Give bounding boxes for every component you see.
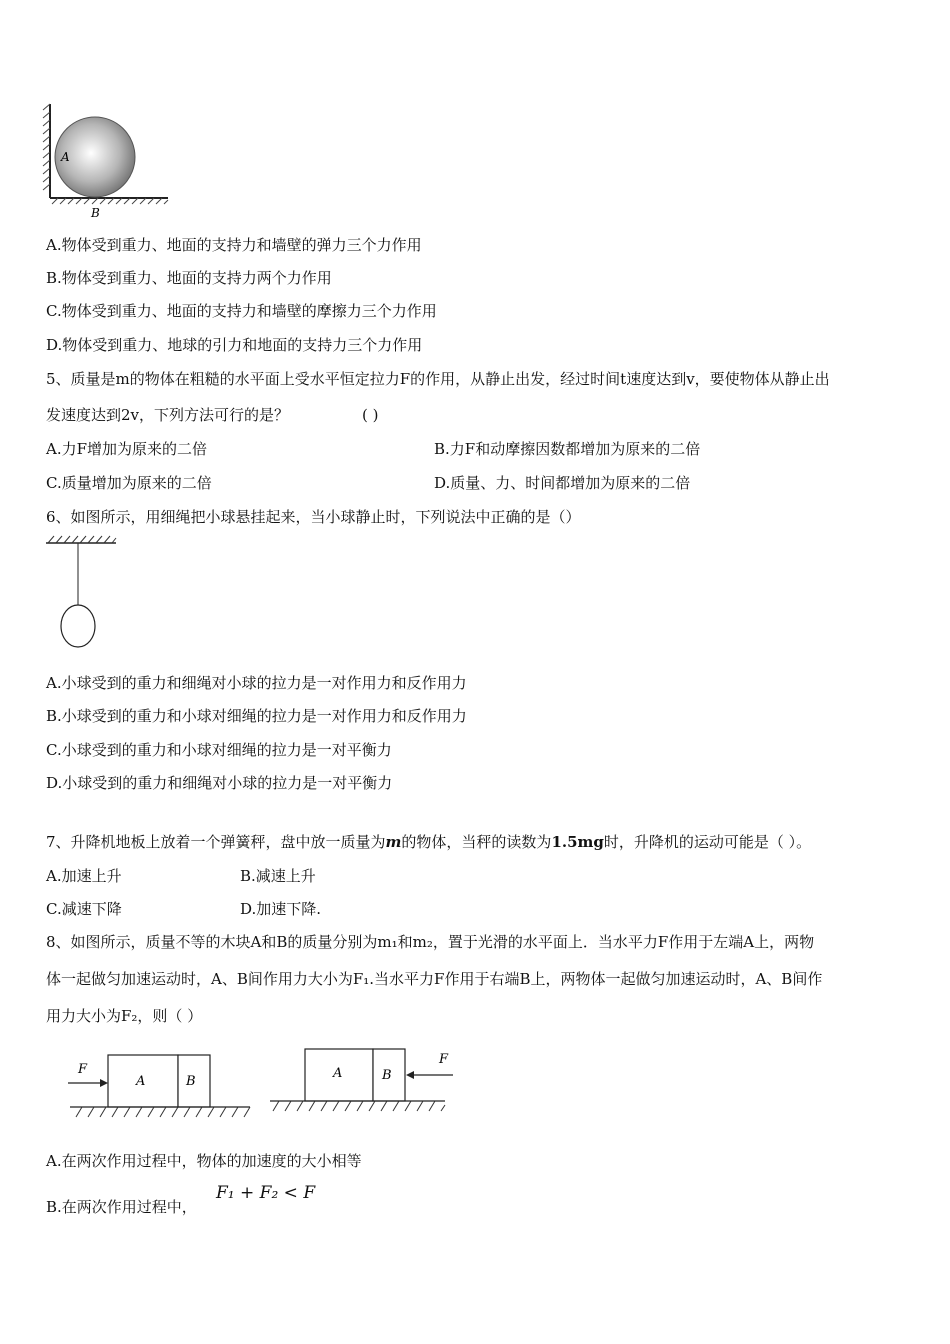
q5-answer-blank: ( ) xyxy=(362,406,379,424)
q5-stem-line2: 发速度达到2v，下列方法可行的是？ xyxy=(46,406,290,424)
q5-option-d: D.质量、力、时间都增加为原来的二倍 xyxy=(434,474,691,492)
q5-option-a: A.力F增加为原来的二倍 xyxy=(46,440,208,458)
q8-option-a: A.在两次作用过程中，物体的加速度的大小相等 xyxy=(46,1152,362,1170)
label-f: F xyxy=(439,1052,449,1067)
q8-option-b-formula: F₁ + F₂ < F xyxy=(216,1183,316,1203)
q7-stem-part3: 时，升降机的运动可能是（ ）。 xyxy=(603,833,812,851)
q7-stem xyxy=(46,832,811,852)
label-a: A xyxy=(136,1074,146,1089)
q7-option-b: B.减速上升 xyxy=(240,867,316,885)
q7-option-d: D.加速下降. xyxy=(240,900,322,918)
q8-option-b: B.在两次作用过程中， xyxy=(46,1198,197,1216)
q7-mass-symbol: m xyxy=(385,833,402,851)
q4-option-d: D.物体受到重力、地球的引力和地面的支持力三个力作用 xyxy=(46,336,423,354)
label-a: A xyxy=(61,150,70,164)
q8-stem-line1: 8、如图所示，质量不等的木块A和B的质量分别为m₁和m₂，置于光滑的水平面上．当水平力F作用于左端A上，两物 xyxy=(46,933,815,951)
q6-option-a: A.小球受到的重力和细绳对小球的拉力是一对作用力和反作用力 xyxy=(46,674,467,692)
q7-option-a: A.加速上升 xyxy=(46,867,122,885)
q8-stem-line3: 用力大小为F₂，则（ ） xyxy=(46,1007,203,1025)
q5-option-b: B.力F和动摩擦因数都增加为原来的二倍 xyxy=(434,440,701,458)
q8-stem-line2: 体一起做匀加速运动时，A、B间作用力大小为F₁.当水平力F作用于右端B上，两物体一起做匀加速运动时，A、B间作 xyxy=(46,970,823,988)
label-b: B xyxy=(382,1068,392,1083)
hanging-ball-figure xyxy=(44,535,124,655)
blocks-figure-right xyxy=(265,1043,460,1123)
q6-option-b: B.小球受到的重力和小球对细绳的拉力是一对作用力和反作用力 xyxy=(46,707,467,725)
q4-option-b: B.物体受到重力、地面的支持力两个力作用 xyxy=(46,269,332,287)
label-b: B xyxy=(186,1074,196,1089)
label-a: A xyxy=(333,1066,343,1081)
label-f: F xyxy=(78,1062,88,1077)
q7-stem-part1: 7、升降机地板上放着一个弹簧秤，盘中放一质量为 xyxy=(46,833,386,851)
q6-option-d: D.小球受到的重力和细绳对小球的拉力是一对平衡力 xyxy=(46,774,393,792)
q5-option-c: C.质量增加为原来的二倍 xyxy=(46,474,212,492)
q7-reading-value: 1.5mg xyxy=(551,833,604,851)
q6-option-c: C.小球受到的重力和小球对细绳的拉力是一对平衡力 xyxy=(46,741,392,759)
q4-option-a: A.物体受到重力、地面的支持力和墙壁的弹力三个力作用 xyxy=(46,236,422,254)
blocks-figure-left xyxy=(50,1045,255,1125)
q7-stem-part2: 的物体，当秤的读数为 xyxy=(401,833,552,851)
q4-option-c: C.物体受到重力、地面的支持力和墙壁的摩擦力三个力作用 xyxy=(46,302,437,320)
ball-wall-figure xyxy=(40,100,175,225)
small-ball xyxy=(61,605,95,647)
label-b: B xyxy=(91,206,100,220)
q5-stem-line1: 5、质量是m的物体在粗糙的水平面上受水平恒定拉力F的作用，从静止出发，经过时间t速度达到v，要使物体从静止出 xyxy=(46,370,830,388)
q7-option-c: C.减速下降 xyxy=(46,900,122,918)
q6-stem: 6、如图所示，用细绳把小球悬挂起来，当小球静止时，下列说法中正确的是（） xyxy=(46,508,581,526)
